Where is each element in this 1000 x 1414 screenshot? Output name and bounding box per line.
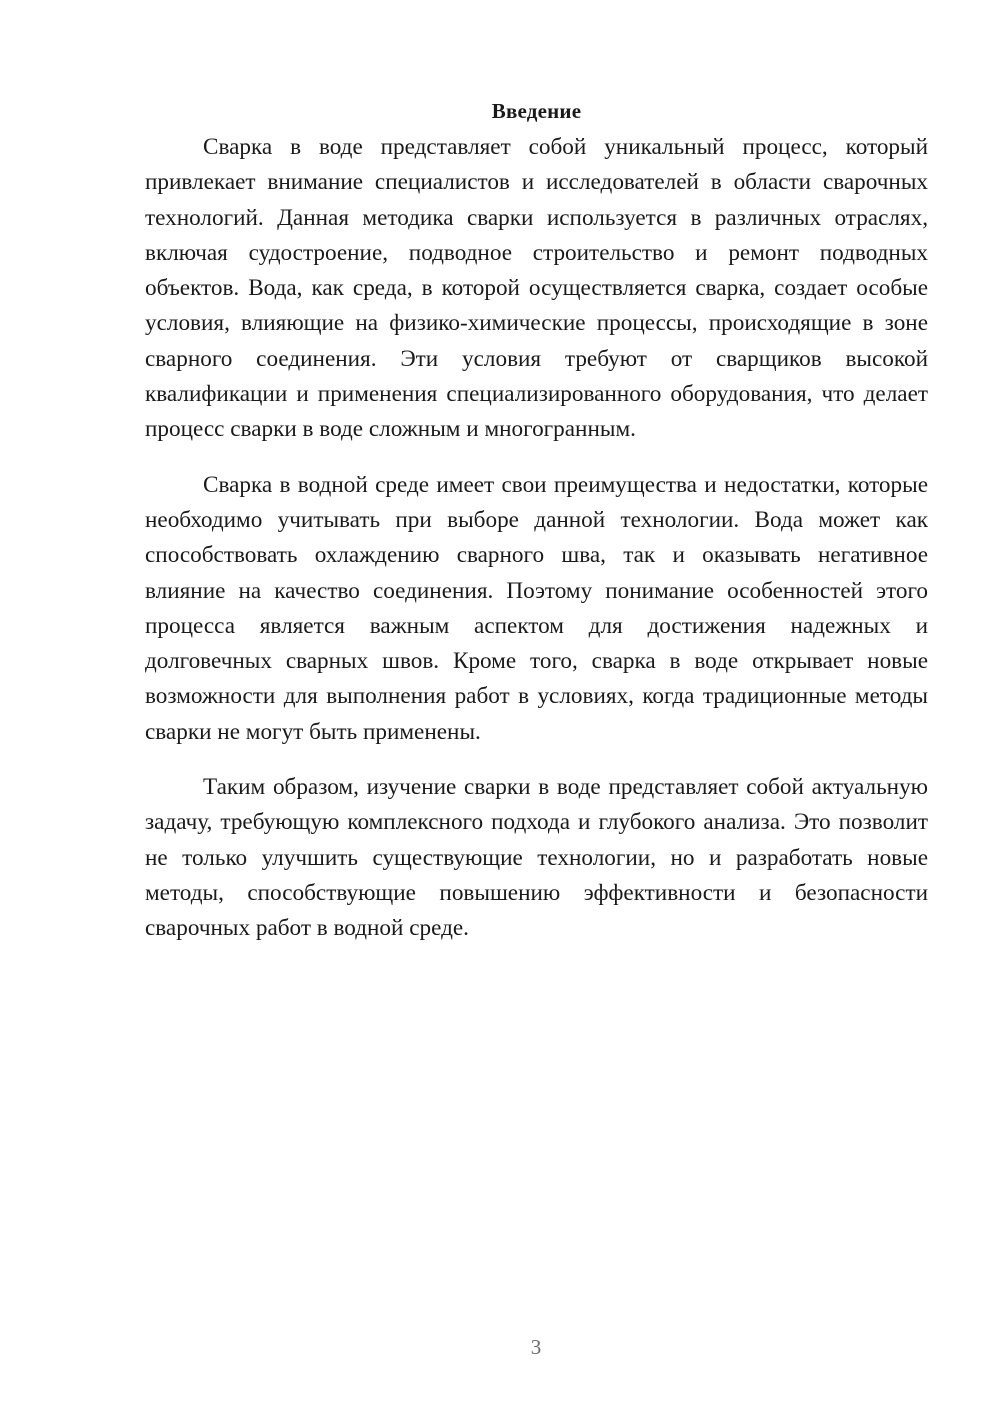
page-content bbox=[145, 94, 928, 967]
paragraph-1: Сварка в воде представляет собой уникальный процесс, который привлекает внимание специалистов и исследователей в области сварочных технологий. Данная методика сварки используется в различных отраслях, включая судостроение, подводное строительство и ремонт подводных объектов. Вода, как среда, в которой осуществляется сварка, создает особые условия, влияющие на физико-химические процессы, происходящие в зоне сварного соединения. Эти условия требуют от сварщиков высокой квалификации и применения специализированного оборудования, что делает процесс сварки в воде сложным и многогранным. bbox=[145, 134, 928, 443]
paragraph-2: Сварка в водной среде имеет свои преимущества и недостатки, которые необходимо учитывать при выборе данной технологии. Вода может как способствовать охлаждению сварного шва, так и оказывать негативное влияние на качество соединения. Поэтому понимание особенностей этого процесса является важным аспектом для достижения надежных и долговечных сварных швов. Кроме того, сварка в воде открывает новые возможности для выполнения работ в условиях, когда традиционные методы сварки не могут быть применены. bbox=[145, 471, 928, 745]
paragraph-3: Таким образом, изучение сварки в воде представляет собой актуальную задачу, требующую комплексного подхода и глубокого анализа. Это позволит не только улучшить существующие технологии, но и разработать новые методы, способствующие повышению эффективности и безопасности сварочных работ в водной среде. bbox=[145, 774, 928, 942]
section-title: Введение bbox=[491, 99, 582, 123]
page-number: 3 bbox=[530, 1335, 542, 1359]
